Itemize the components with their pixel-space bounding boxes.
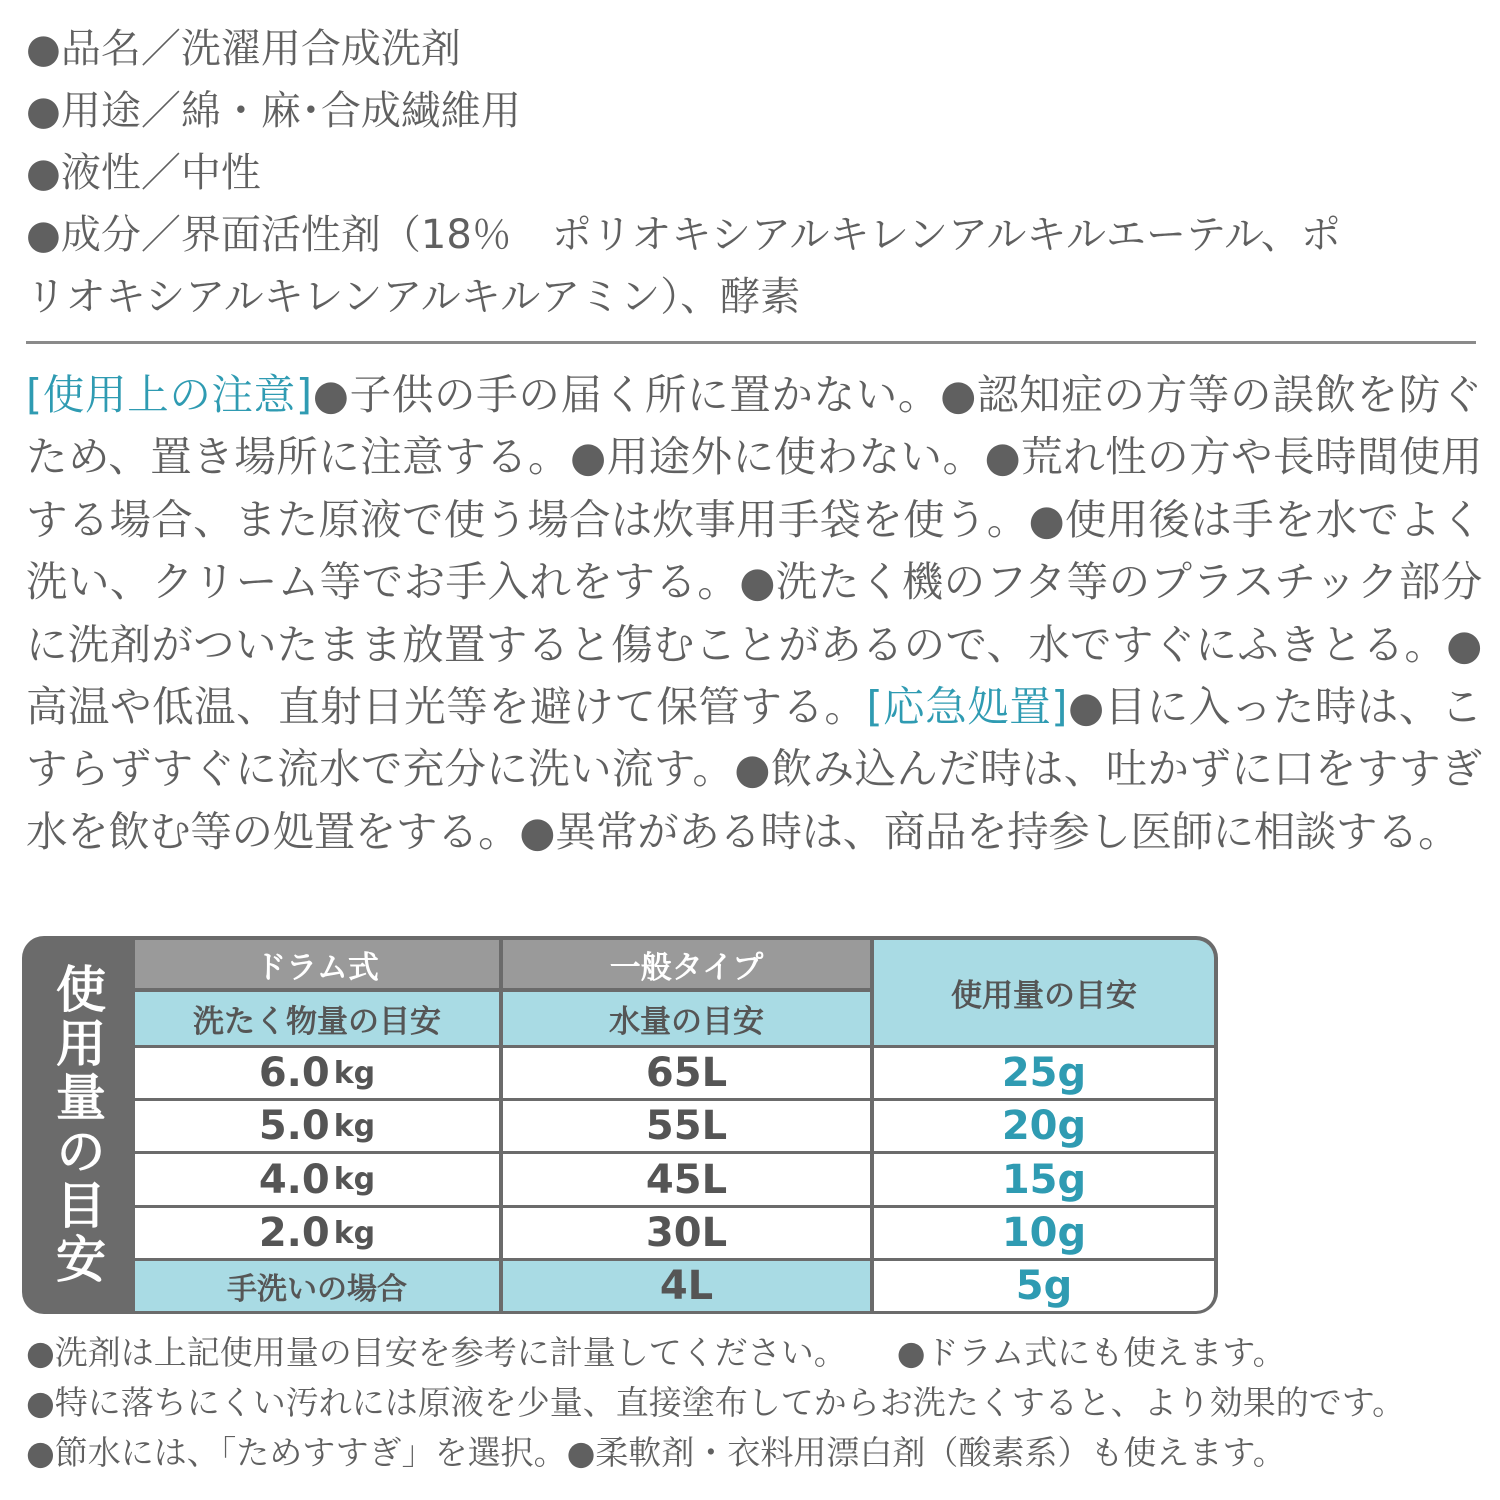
header-water: 水量の目安 [503,992,870,1045]
amount-unit: g [1043,1263,1073,1309]
note-line-2: ●特に落ちにくい汚れには原液を少量、直接塗布してからお洗たくすると、より効果的です。 [26,1383,1406,1422]
water-cell: 55L [503,1101,870,1151]
note-line-1 [26,1328,1496,1378]
usage-table-grid [132,936,1218,1314]
amount-unit: g [1057,1156,1087,1203]
amount-value: 15 [1001,1156,1058,1203]
first-aid-heading: [応急処置] [866,682,1068,732]
amount-unit: g [1057,1103,1087,1149]
spec-line-ingredients-cont: リオキシアルキレンアルキルアミン）、酵素 [26,274,801,320]
usage-table [22,936,1218,1314]
amount-value: 20 [1001,1103,1058,1149]
load-unit: kg [333,1215,376,1251]
header-load: 洗たく物量の目安 [135,992,499,1045]
header-amount: 使用量の目安 [874,940,1214,1045]
hand-wash-label: 手洗いの場合 [135,1261,499,1311]
hand-wash-water: 4L [503,1261,870,1311]
section-divider [26,341,1476,344]
load-cell [135,1048,499,1098]
usage-caution-text: ●子供の手の届く所に置かない。●認知症の方等の誤飲を防ぐため、置き場所に注意する。●用途外に使わない。●荒れ性の方や長時間使用する場合、また原液で使う場合は炊事用手袋を使う。●使用後は手を水でよく洗い、クリーム等でお手入れをする。●洗たく機のフタ等のプラスチック部分に洗剤がついたまま放置すると傷むことがあるので、水ですぐにふきとる。●高温や低温、直射日光等を避けて保管する。 [26,370,1482,732]
load-value: 2.0 [258,1210,330,1256]
amount-cell [874,1154,1214,1205]
load-unit: kg [333,1055,376,1091]
spec-line-ingredients: ●成分／界面活性剤（18％ ポリオキシアルキレンアルキルエーテル、ポ [26,212,1341,258]
note-line-3: ●節水には、「ためすすぎ」を選択。●柔軟剤・衣料用漂白剤（酸素系）も使えます。 [26,1433,1286,1472]
water-cell: 30L [503,1208,870,1258]
amount-value: 10 [1001,1210,1058,1256]
amount-cell [874,1101,1214,1151]
usage-table-side-label [22,936,132,1314]
usage-caution-heading: [使用上の注意] [26,370,312,419]
caution-block [26,364,1482,863]
amount-cell [874,1048,1214,1098]
amount-unit: g [1057,1210,1087,1256]
usage-notes [26,1328,1496,1478]
load-value: 6.0 [258,1050,330,1096]
load-cell [135,1101,499,1151]
product-spec [26,18,1486,328]
first-aid-text: ●目に入った時は、こすらずすぐに流水で充分に洗い流す。●飲み込んだ時は、吐かずに口をすすぎ水を飲む等の処置をする。●異常がある時は、商品を持参し医師に相談する。 [26,682,1482,856]
spec-line-use: ●用途／綿・麻･合成繊維用 [26,88,521,134]
amount-unit: g [1057,1050,1087,1096]
spec-line-liquid: ●液性／中性 [26,150,261,196]
water-cell: 45L [503,1154,870,1205]
load-unit: kg [333,1162,376,1197]
load-value: 4.0 [258,1156,330,1203]
note-drum: ●ドラム式にも使えます。 [896,1333,1286,1372]
note-measure: ●洗剤は上記使用量の目安を参考に計量してください。 [26,1333,847,1372]
amount-cell [874,1208,1214,1258]
load-value: 5.0 [258,1103,330,1149]
header-general: 一般タイプ [503,940,870,988]
load-cell [135,1208,499,1258]
amount-value: 5 [1015,1263,1044,1309]
load-cell [135,1154,499,1205]
spec-line-name: ●品名／洗濯用合成洗剤 [26,26,461,72]
water-cell: 65L [503,1048,870,1098]
hand-wash-amount [874,1261,1214,1311]
amount-value: 25 [1001,1050,1058,1096]
header-drum: ドラム式 [135,940,499,988]
side-label-text: 使用量の目安 [48,963,106,1287]
load-unit: kg [333,1108,376,1144]
